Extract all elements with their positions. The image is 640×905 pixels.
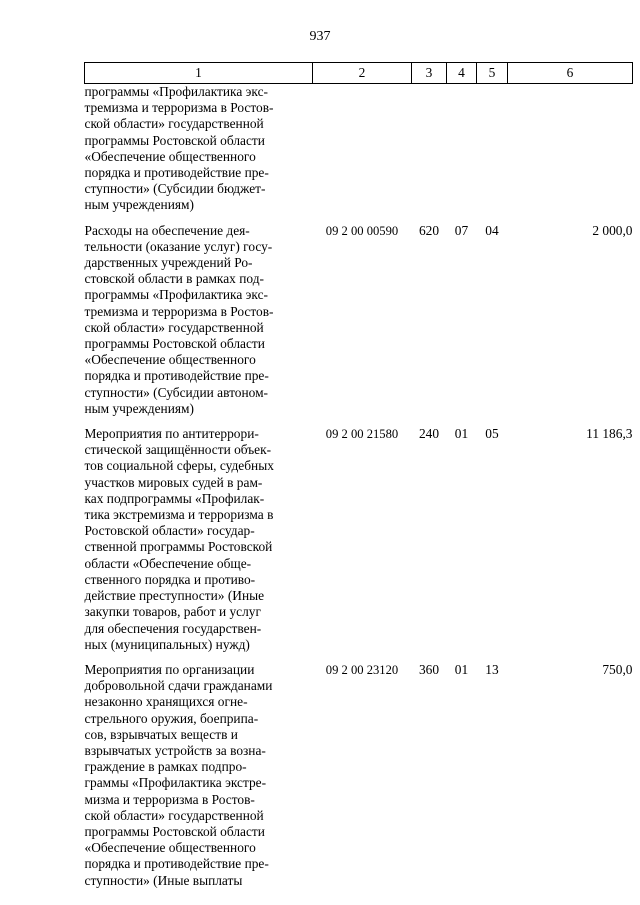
row-description: Мероприятия по антитеррори- стической защищённости объек- тов социальной сферы, судебных участков мировых судей в рам- ках подпрограммы «Профилак- тика экстремизма и терроризма в Ростовской области» государ- ственной программы Ростовской области «Обеспечение обще- ственного порядка и противо- действие преступности» (Иные закупки товаров, работ и услуг для обеспечения государствен- ных (муниципальных) нужд) (84, 426, 274, 652)
row-amount (508, 84, 633, 223)
row-target-code (313, 84, 412, 223)
row-section: 07 (454, 222, 469, 238)
row-target-code: 09 2 00 00590 (325, 223, 399, 238)
header-row (85, 63, 633, 84)
row-expense-type: 620 (418, 222, 440, 238)
row-section: 01 (454, 426, 469, 442)
row-expense-type: 360 (418, 661, 440, 677)
row-target-code: 09 2 00 23120 (325, 662, 399, 677)
row-amount: 750,0 (602, 661, 633, 677)
row-section: 01 (454, 661, 469, 677)
column-header-5: 5 (477, 63, 508, 84)
row-amount: 11 186,3 (586, 426, 633, 442)
row-description: программы «Профилактика экс- тремизма и терроризма в Ростов- ской области» государственной программы Ростовской области «Обеспечение общественного порядка и противодействие пре- ступности» (Субсидии бюджет- ным учреждениям) (84, 84, 274, 213)
row-expense-type (412, 84, 447, 223)
row-description: Расходы на обеспечение дея- тельности (оказание услуг) госу- дарственных учреждений Ро- стовской области в рамках под- программы «Профилактика экс- тремизма и терроризма в Ростов- ской области» государственной программы Ростовской области «Обеспечение общественного порядка и противодействие пре- ступности» (Субсидии автоном- ным учреждениям) (84, 222, 274, 416)
row-amount: 2 000,0 (592, 222, 633, 238)
column-header-2: 2 (313, 63, 412, 84)
column-header-6: 6 (508, 63, 633, 84)
table-row (85, 84, 633, 223)
row-subsection: 05 (485, 426, 499, 442)
row-subsection: 13 (485, 661, 499, 677)
row-target-code: 09 2 00 21580 (325, 427, 399, 442)
row-subsection: 04 (485, 222, 499, 238)
column-header-4: 4 (447, 63, 477, 84)
row-subsection (477, 84, 508, 223)
column-header-1: 1 (85, 63, 313, 84)
table-row (85, 662, 633, 889)
table-row (85, 223, 633, 426)
table-row (85, 426, 633, 662)
column-header-3: 3 (412, 63, 447, 84)
row-section (447, 84, 477, 223)
row-expense-type: 240 (418, 426, 440, 442)
budget-table (84, 62, 633, 889)
row-description: Мероприятия по организации добровольной сдачи гражданами незаконно хранящихся огне- стрельного оружия, боеприпа- сов, взрывчатых веществ и взрывчатых устройств за возна- граждение в рамках подпро- граммы «Профилактика экстре- мизма и терроризма в Ростов- ской области» государственной программы Ростовской области «Обеспечение общественного порядка и противодействие пре- ступности» (Иные выплаты (84, 661, 273, 888)
page-number: 937 (309, 29, 331, 44)
